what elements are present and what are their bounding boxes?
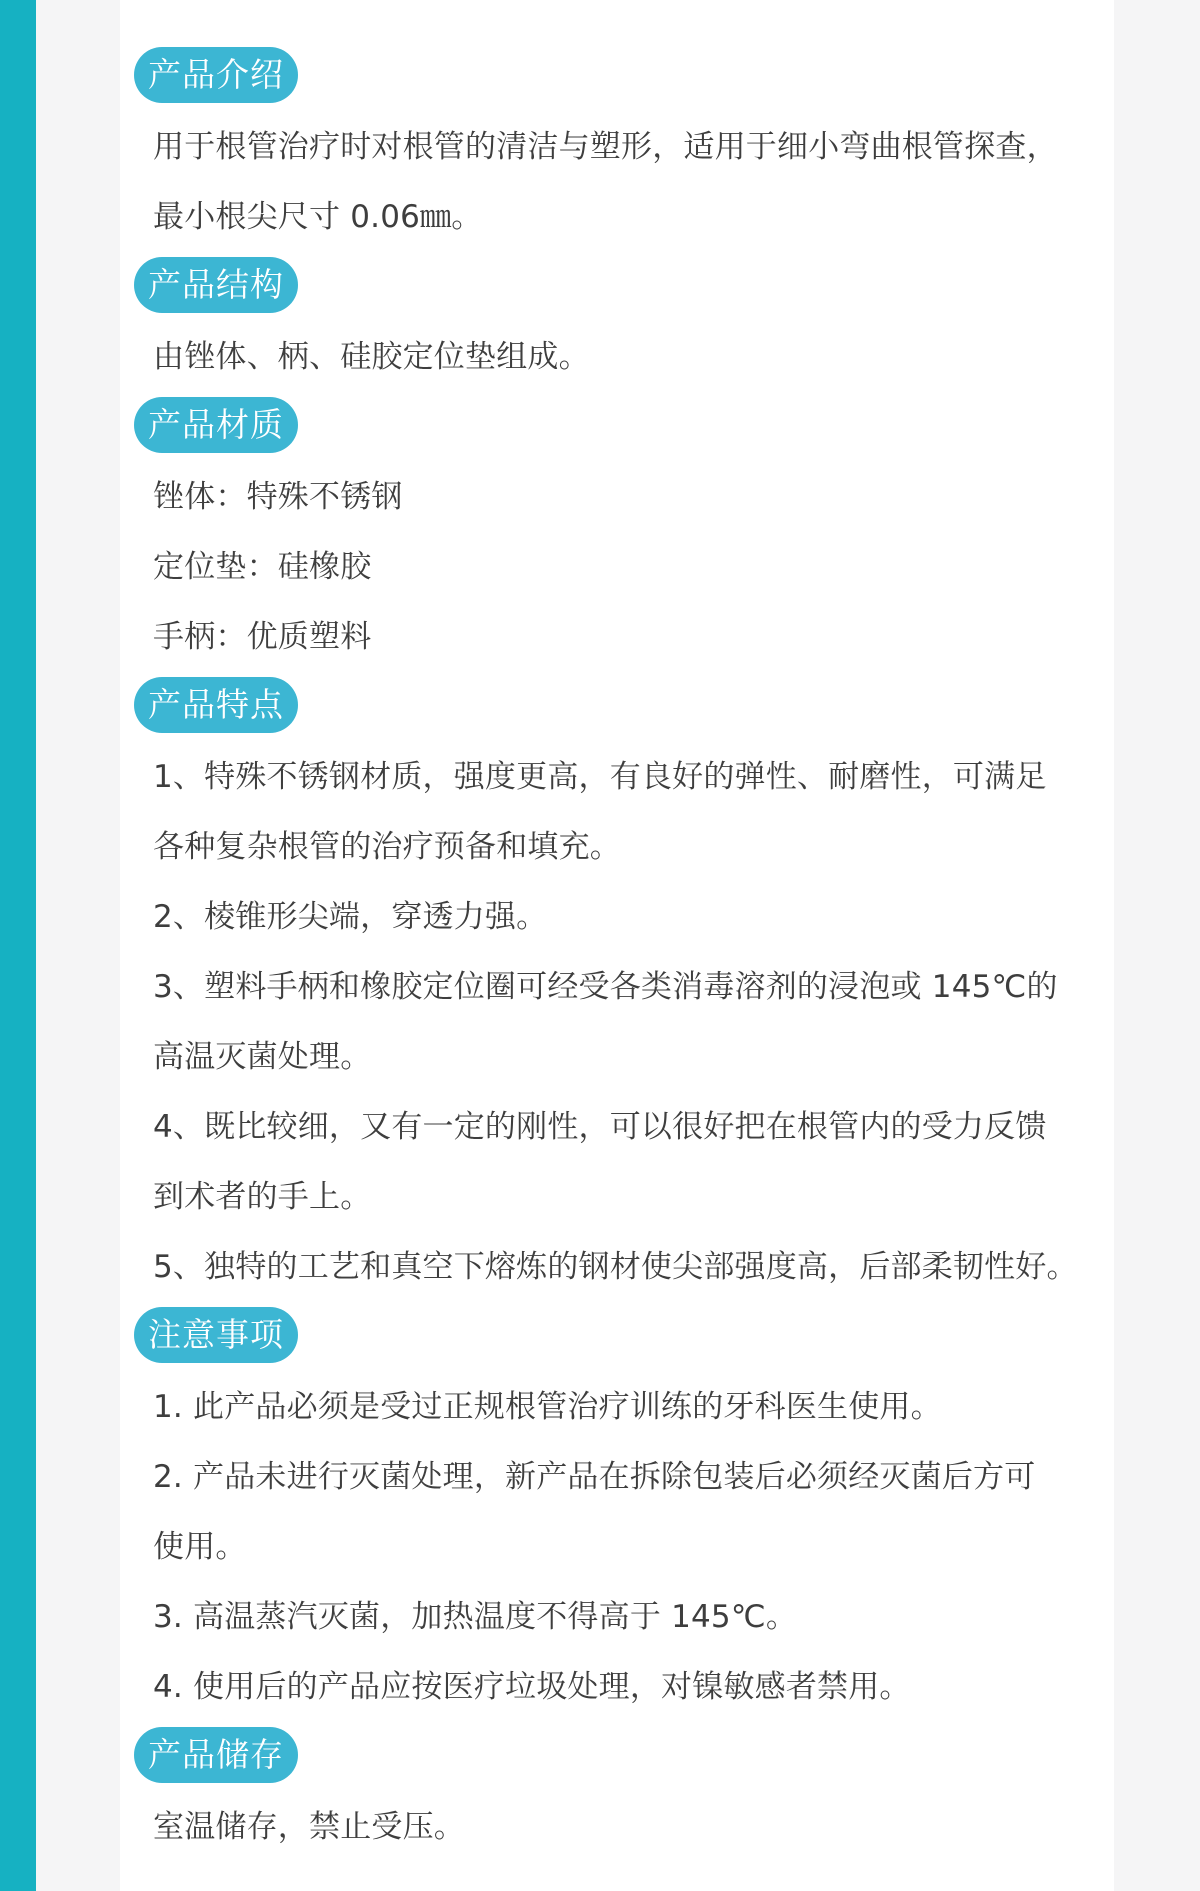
text-line: 使用。 <box>153 1529 247 1565</box>
text-line: 5、独特的工艺和真空下熔炼的钢材使尖部强度高，后部柔韧性好。 <box>153 1249 1078 1285</box>
section-title-pill: 注意事项 <box>134 1307 298 1363</box>
text-line: 由锉体、柄、硅胶定位垫组成。 <box>153 339 590 375</box>
text-line: 高温灭菌处理。 <box>153 1039 372 1075</box>
text-line: 到术者的手上。 <box>153 1179 372 1215</box>
text-line: 2、棱锥形尖端，穿透力强。 <box>153 899 548 935</box>
content-panel <box>120 0 1114 1891</box>
text-line: 4. 使用后的产品应按医疗垃圾处理，对镍敏感者禁用。 <box>153 1669 911 1705</box>
section-title-pill: 产品介绍 <box>134 47 298 103</box>
section-title-pill: 产品特点 <box>134 677 298 733</box>
text-line: 定位垫：硅橡胶 <box>153 549 372 585</box>
text-line: 1、特殊不锈钢材质，强度更高，有良好的弹性、耐磨性，可满足 <box>153 759 1047 795</box>
section-title-pill: 产品材质 <box>134 397 298 453</box>
text-line: 锉体：特殊不锈钢 <box>153 479 403 515</box>
text-line: 最小根尖尺寸 0.06㎜。 <box>153 199 483 235</box>
section-title-pill: 产品结构 <box>134 257 298 313</box>
text-line: 手柄：优质塑料 <box>153 619 372 655</box>
text-line: 1. 此产品必须是受过正规根管治疗训练的牙科医生使用。 <box>153 1389 942 1425</box>
text-line: 4、既比较细，又有一定的刚性，可以很好把在根管内的受力反馈 <box>153 1109 1047 1145</box>
text-line: 2. 产品未进行灭菌处理，新产品在拆除包装后必须经灭菌后方可 <box>153 1459 1036 1495</box>
text-line: 3. 高温蒸汽灭菌，加热温度不得高于 145℃。 <box>153 1599 798 1635</box>
text-line: 用于根管治疗时对根管的清洁与塑形，适用于细小弯曲根管探查， <box>153 129 1058 165</box>
section-title-pill: 产品储存 <box>134 1727 298 1783</box>
left-accent-bar <box>0 0 36 1891</box>
text-line: 室温储存，禁止受压。 <box>153 1809 465 1845</box>
text-line: 各种复杂根管的治疗预备和填充。 <box>153 829 621 865</box>
text-line: 3、塑料手柄和橡胶定位圈可经受各类消毒溶剂的浸泡或 145℃的 <box>153 969 1058 1005</box>
